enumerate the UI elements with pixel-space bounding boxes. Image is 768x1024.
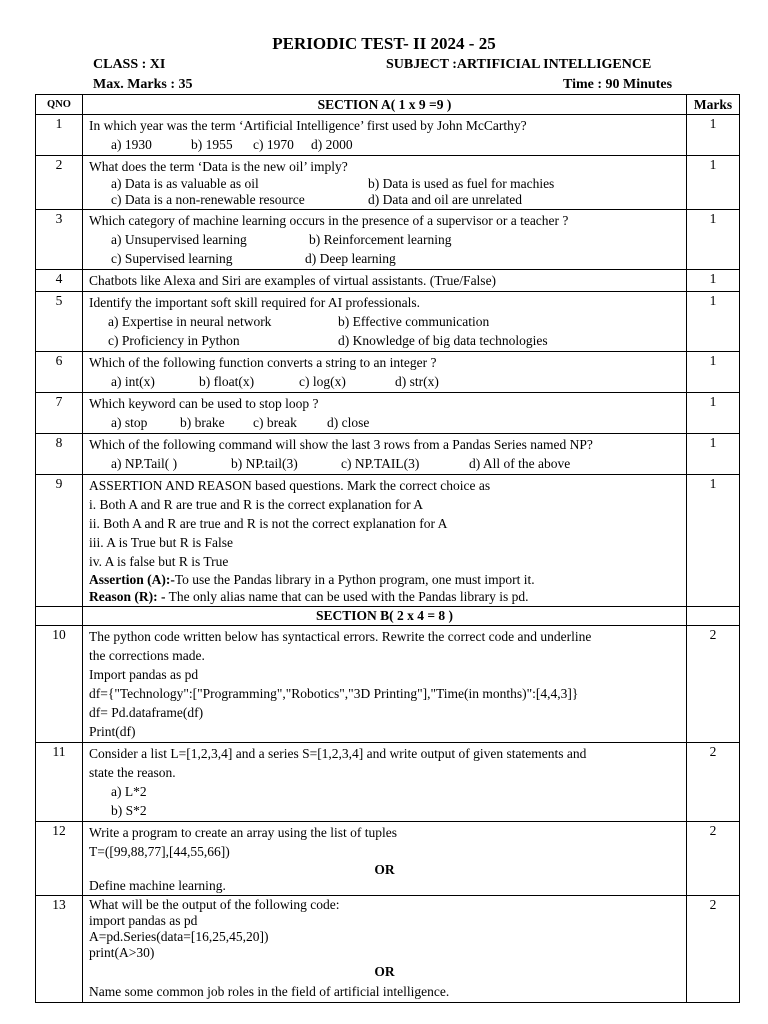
option: b) Data is used as fuel for machies [368, 176, 555, 191]
option: b) NP.tail(3) [231, 456, 298, 471]
question-number: 3 [36, 210, 83, 270]
reason-label: Reason (R): - [89, 589, 166, 604]
question-text: ASSERTION AND REASON based questions. Mark the correct choice as [89, 478, 491, 493]
assertion-text: To use the Pandas library in a Python program, one must import it. [174, 572, 535, 587]
option: c) NP.TAIL(3) [341, 456, 420, 471]
max-marks-label: Max. Marks : 35 [93, 77, 193, 92]
question-text: What does the term ‘Data is the new oil’ imply? [89, 159, 348, 174]
section-a-header: SECTION A( 1 x 9 =9 ) [83, 95, 687, 115]
question-row [36, 270, 740, 292]
option: d) str(x) [395, 374, 439, 389]
question-marks: 1 [687, 393, 740, 434]
option: a) Expertise in neural network [108, 314, 272, 329]
or-divider: OR [374, 862, 395, 877]
choice-line: iv. A is false but R is True [89, 554, 229, 569]
code-line: Print(df) [89, 724, 136, 739]
question-row [36, 393, 740, 434]
question-marks: 1 [687, 475, 740, 607]
question-marks: 1 [687, 292, 740, 352]
question-text: The python code written below has syntactical errors. Rewrite the correct code and underline [89, 629, 592, 644]
question-text: In which year was the term ‘Artificial Intelligence’ first used by John McCarthy? [89, 118, 527, 133]
question-row [36, 210, 740, 270]
question-marks: 1 [687, 434, 740, 475]
choice-line: i. Both A and R are true and R is the correct explanation for A [89, 497, 424, 512]
section-b-row [36, 607, 740, 626]
question-text: Chatbots like Alexa and Siri are examples of virtual assistants. (True/False) [89, 273, 497, 288]
alternate-question: Name some common job roles in the field of artificial intelligence. [89, 984, 450, 999]
question-marks: 1 [687, 352, 740, 393]
question-number: 9 [36, 475, 83, 607]
question-row [36, 292, 740, 352]
option: d) Deep learning [305, 251, 396, 266]
sub-question: a) L*2 [111, 784, 147, 799]
question-text: Write a program to create an array using the list of tuples [89, 825, 397, 840]
question-row [36, 156, 740, 210]
question-text: Which of the following command will show the last 3 rows from a Pandas Series named NP? [89, 437, 593, 452]
question-text: Identify the important soft skill required for AI professionals. [89, 295, 421, 310]
question-text: Which of the following function converts a string to an integer ? [89, 355, 437, 370]
subject-label: SUBJECT :ARTIFICIAL INTELLIGENCE [386, 57, 652, 72]
question-text: Which category of machine learning occurs in the presence of a supervisor or a teacher ? [89, 213, 569, 228]
question-marks: 1 [687, 210, 740, 270]
question-text: Which keyword can be used to stop loop ? [89, 396, 319, 411]
question-number: 2 [36, 156, 83, 210]
option: c) break [253, 415, 297, 430]
option: c) Supervised learning [111, 251, 233, 266]
option: a) 1930 [111, 137, 152, 152]
option: a) NP.Tail( ) [111, 456, 178, 471]
question-row [36, 626, 740, 743]
code-line: import pandas as pd [89, 913, 198, 928]
alternate-question: Define machine learning. [89, 878, 226, 893]
option: c) 1970 [253, 137, 294, 152]
option: d) Data and oil are unrelated [368, 192, 523, 207]
option: c) Proficiency in Python [108, 333, 240, 348]
option: b) brake [180, 415, 225, 430]
option: c) log(x) [299, 374, 346, 389]
question-number: 13 [36, 896, 83, 1003]
option: a) Data is as valuable as oil [111, 176, 259, 191]
question-marks: 2 [687, 743, 740, 822]
question-number: 12 [36, 822, 83, 896]
question-number: 1 [36, 115, 83, 156]
option: b) float(x) [199, 374, 255, 389]
question-text: state the reason. [89, 765, 176, 780]
option: b) 1955 [191, 137, 233, 152]
question-marks: 2 [687, 626, 740, 743]
question-row [36, 352, 740, 393]
option: c) Data is a non-renewable resource [111, 192, 305, 207]
code-line: df= Pd.dataframe(df) [89, 705, 204, 720]
qno-header: QNO [36, 95, 83, 115]
choice-line: ii. Both A and R are true and R is not the correct explanation for A [89, 516, 448, 531]
question-row [36, 434, 740, 475]
question-row [36, 743, 740, 822]
question-row [36, 475, 740, 607]
option: b) Effective communication [338, 314, 490, 329]
option: a) int(x) [111, 374, 155, 389]
option: d) Knowledge of big data technologies [338, 333, 548, 348]
question-number: 11 [36, 743, 83, 822]
section-b-header: SECTION B( 2 x 4 = 8 ) [83, 607, 687, 626]
question-number: 6 [36, 352, 83, 393]
reason-text: The only alias name that can be used with the Pandas library is pd. [165, 589, 529, 604]
question-marks: 2 [687, 896, 740, 1003]
question-marks: 2 [687, 822, 740, 896]
option: a) Unsupervised learning [111, 232, 247, 247]
code-line: print(A>30) [89, 945, 155, 960]
question-marks: 1 [687, 156, 740, 210]
question-text: the corrections made. [89, 648, 205, 663]
question-number: 4 [36, 270, 83, 292]
questions-table [35, 94, 740, 1003]
option: a) stop [111, 415, 148, 430]
code-line: df={"Technology":["Programming","Robotics","3D Printing"],"Time(in months)":[4,4,3]} [89, 686, 579, 701]
code-line: Import pandas as pd [89, 667, 199, 682]
time-label: Time : 90 Minutes [563, 77, 673, 92]
option: d) close [327, 415, 370, 430]
or-divider: OR [374, 964, 395, 979]
question-row [36, 822, 740, 896]
question-marks: 1 [687, 270, 740, 292]
option: b) Reinforcement learning [309, 232, 452, 247]
question-row [36, 115, 740, 156]
question-number: 5 [36, 292, 83, 352]
question-number: 7 [36, 393, 83, 434]
assertion-label: Assertion (A):- [89, 572, 175, 587]
question-text: Consider a list L=[1,2,3,4] and a series S=[1,2,3,4] and write output of given statements and [89, 746, 587, 761]
question-text: What will be the output of the following code: [89, 897, 340, 912]
class-label: CLASS : XI [93, 57, 166, 72]
code-line: A=pd.Series(data=[16,25,45,20]) [89, 929, 269, 944]
code-line: T=([99,88,77],[44,55,66]) [89, 844, 230, 859]
table-header-row [36, 95, 740, 115]
choice-line: iii. A is True but R is False [89, 535, 234, 550]
question-marks: 1 [687, 115, 740, 156]
paper-title: PERIODIC TEST- II 2024 - 25 [272, 34, 496, 53]
marks-header: Marks [687, 95, 740, 115]
question-row [36, 896, 740, 1003]
sub-question: b) S*2 [111, 803, 147, 818]
option: d) All of the above [469, 456, 571, 471]
question-number: 10 [36, 626, 83, 743]
question-number: 8 [36, 434, 83, 475]
option: d) 2000 [311, 137, 353, 152]
